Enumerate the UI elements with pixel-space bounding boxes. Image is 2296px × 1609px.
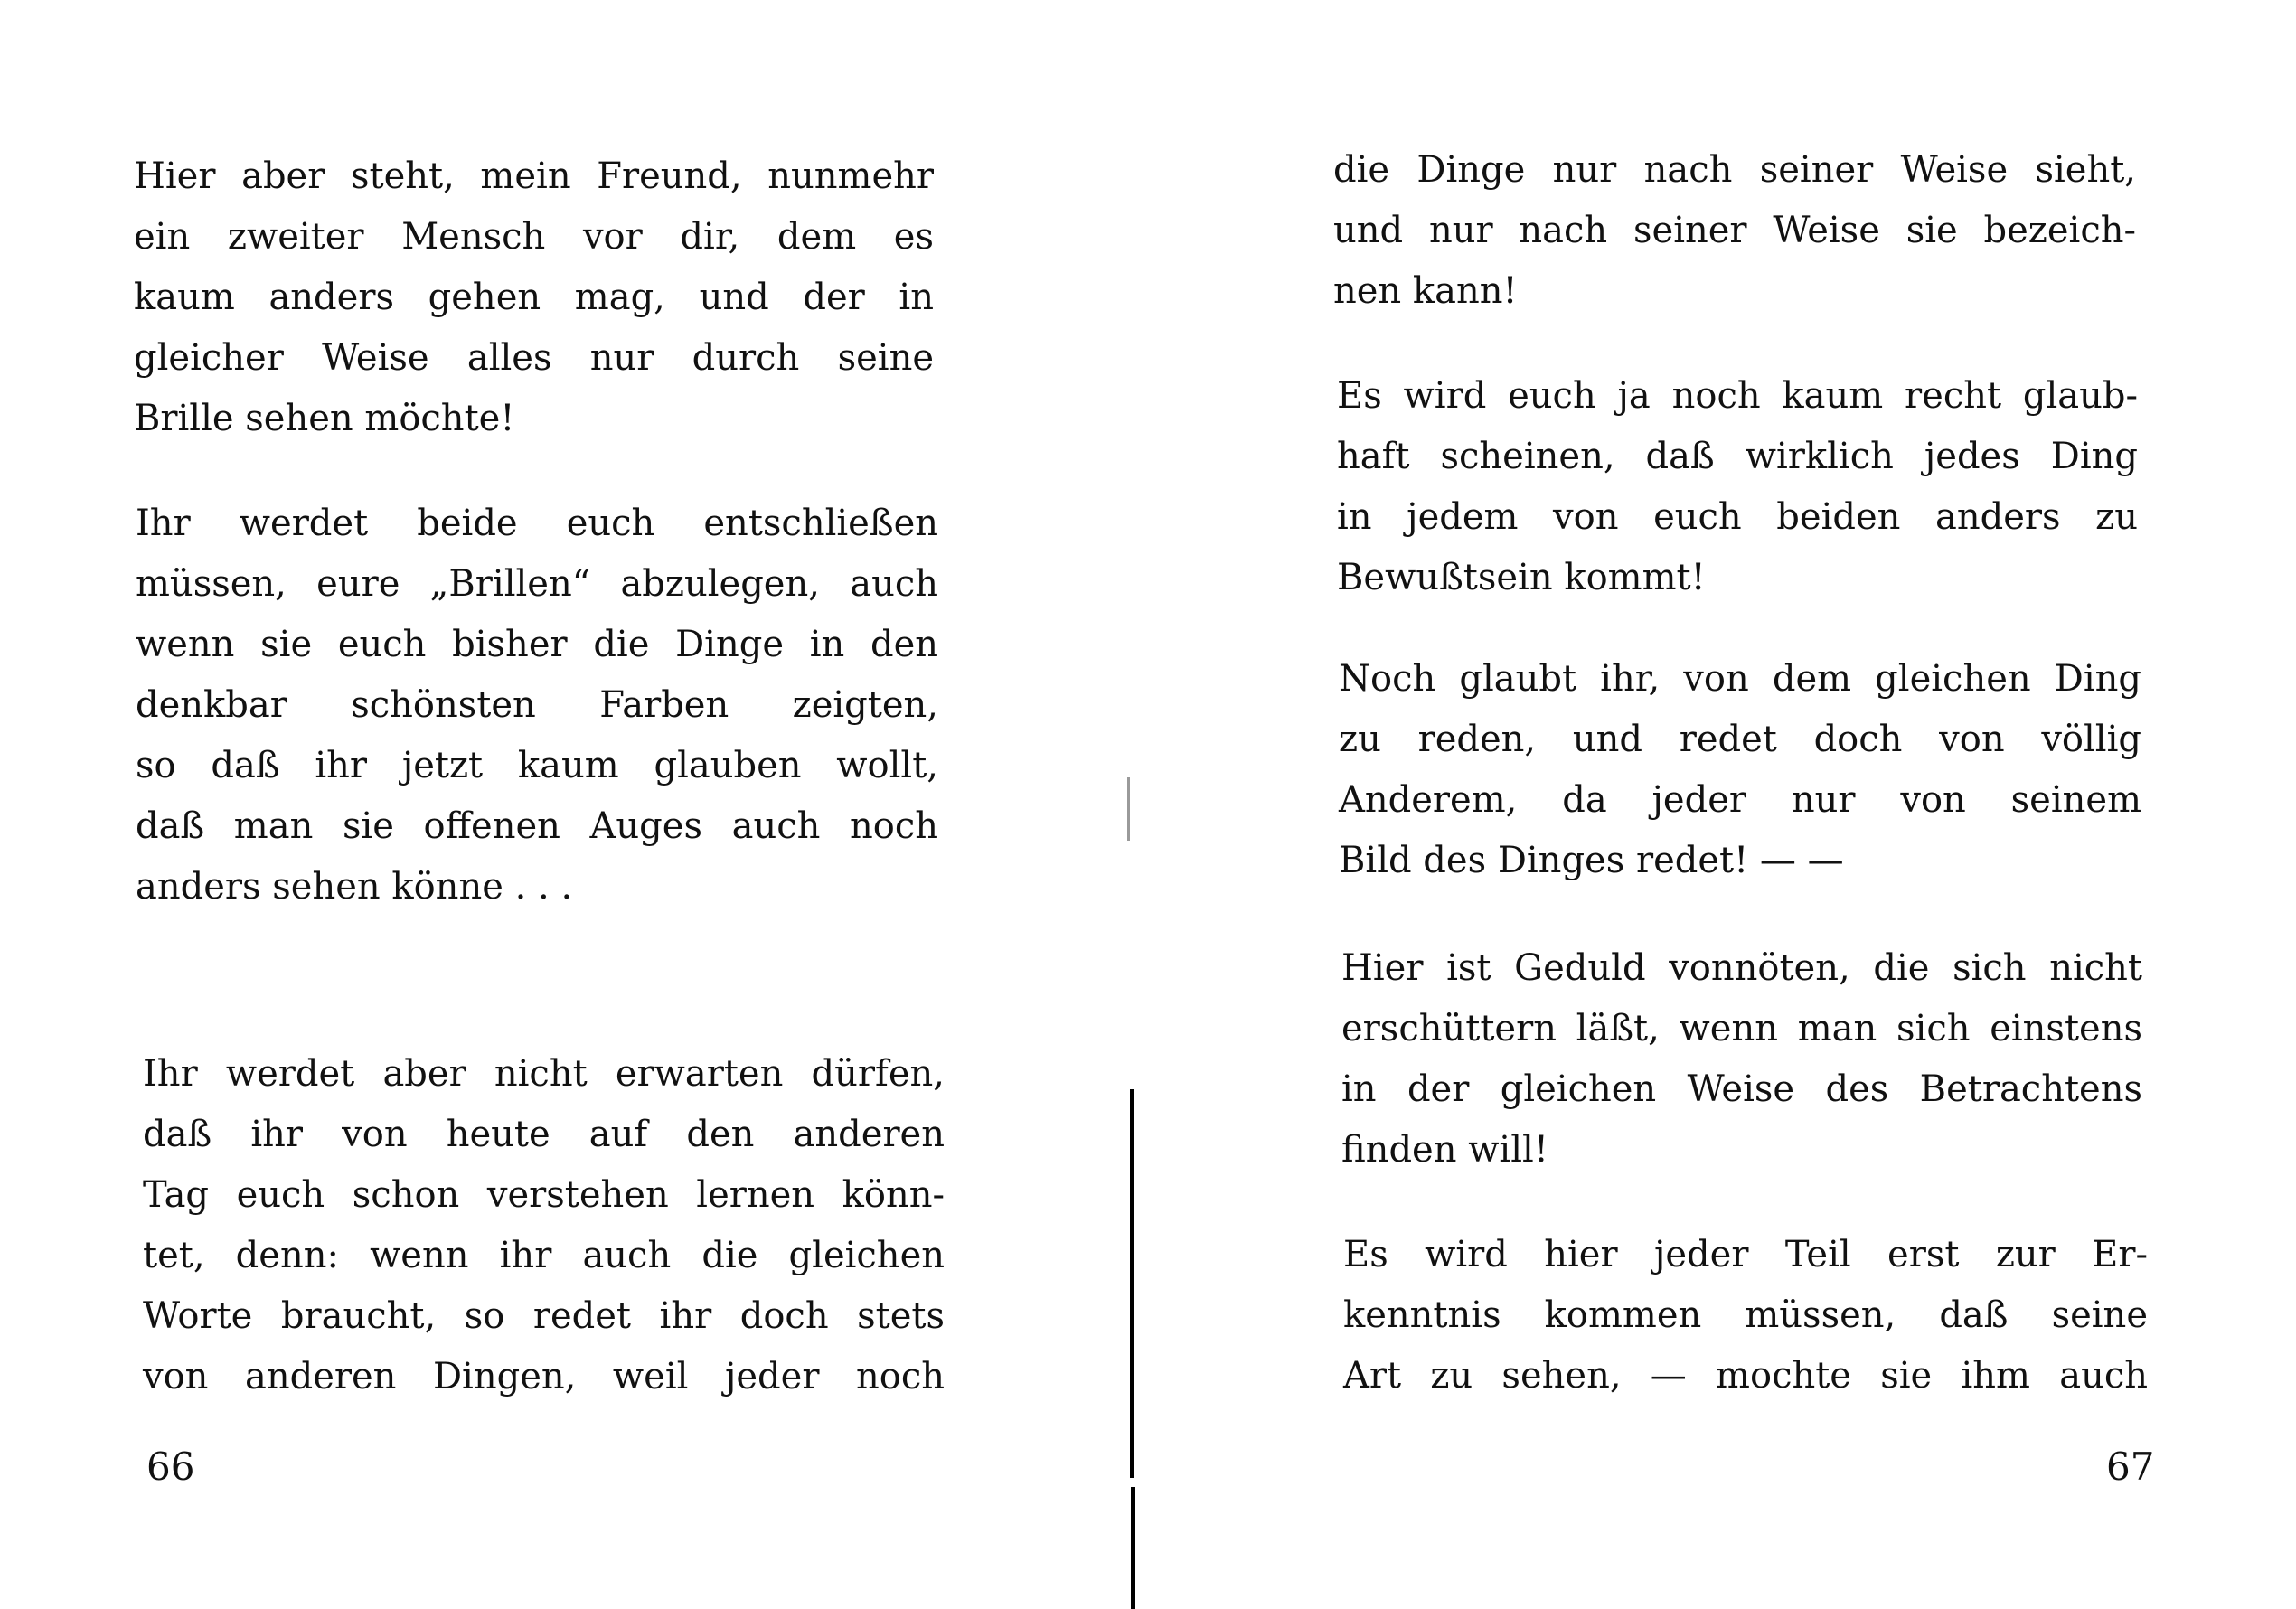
text-line: tet, denn: wenn ihr auch die gleichen — [143, 1235, 945, 1276]
text-line: Es wird euch ja noch kaum recht glaub- — [1337, 375, 2138, 417]
text-line: zu reden, und redet doch von völlig — [1339, 719, 2141, 760]
text-line: in der gleichen Weise des Betrachtens — [1341, 1068, 2142, 1110]
text-line: Bild des Dinges redet! — — — [1339, 840, 1844, 881]
text-line: daß ihr von heute auf den anderen — [143, 1114, 945, 1155]
text-line: Hier ist Geduld vonnöten, die sich nicht — [1341, 947, 2142, 989]
text-line: Worte braucht, so redet ihr doch stets — [143, 1295, 945, 1337]
text-line: Hier aber steht, mein Freund, nunmehr — [134, 155, 934, 197]
text-line: Tag euch schon verstehen lernen könn- — [143, 1174, 945, 1216]
text-line: von anderen Dingen, weil jeder noch — [143, 1356, 945, 1397]
text-line: daß man sie offenen Auges auch noch — [136, 805, 938, 847]
text-line: gleicher Weise alles nur durch seine — [134, 337, 934, 379]
text-line: und nur nach seiner Weise sie bezeich- — [1333, 210, 2136, 251]
text-line: so daß ihr jetzt kaum glauben wollt, — [136, 745, 938, 786]
text-line: Art zu sehen, — mochte sie ihm auch — [1343, 1355, 2148, 1397]
text-line: erschüttern läßt, wenn man sich einstens — [1341, 1008, 2142, 1049]
text-line: Es wird hier jeder Teil erst zur Er- — [1343, 1234, 2148, 1275]
text-line: nen kann! — [1333, 270, 1518, 312]
left-paragraph-3 — [143, 1044, 945, 1407]
text-line: die Dinge nur nach seiner Weise sieht, — [1333, 149, 2136, 191]
text-line: kenntnis kommen müssen, daß seine — [1343, 1294, 2148, 1336]
text-line: müssen, eure „Brillen“ abzulegen, auch — [136, 563, 938, 605]
right-paragraph-3 — [1339, 649, 2141, 891]
text-line: Brille sehen möchte! — [134, 398, 515, 439]
text-line: haft scheinen, daß wirklich jedes Ding — [1337, 436, 2138, 477]
text-line: ein zweiter Mensch vor dir, dem es — [134, 216, 934, 258]
text-line: Anderem, da jeder nur von seinem — [1339, 779, 2141, 821]
text-line: anders sehen könne . . . — [136, 866, 573, 908]
right-paragraph-4 — [1341, 938, 2142, 1181]
page-number-left: 66 — [146, 1444, 195, 1489]
page-number-right: 67 — [2106, 1444, 2155, 1489]
text-line: Bewußtsein kommt! — [1337, 557, 1706, 598]
right-page — [1130, 0, 2296, 1609]
text-line: kaum anders gehen mag, und der in — [134, 277, 934, 318]
text-line: Noch glaubt ihr, von dem gleichen Ding — [1339, 658, 2141, 700]
left-paragraph-2 — [136, 494, 938, 917]
right-paragraph-5 — [1343, 1225, 2148, 1407]
text-line: Ihr werdet aber nicht erwarten dürfen, — [143, 1053, 945, 1095]
text-line: denkbar schönsten Farben zeigten, — [136, 684, 938, 726]
right-paragraph-2 — [1337, 366, 2138, 608]
left-paragraph-1 — [134, 146, 934, 449]
text-line: wenn sie euch bisher die Dinge in den — [136, 624, 938, 665]
right-paragraph-1 — [1333, 140, 2136, 322]
text-line: Ihr werdet beide euch entschließen — [136, 503, 938, 544]
text-line: in jedem von euch beiden anders zu — [1337, 496, 2138, 538]
text-line: finden will! — [1341, 1129, 1548, 1171]
left-page — [0, 0, 1130, 1609]
